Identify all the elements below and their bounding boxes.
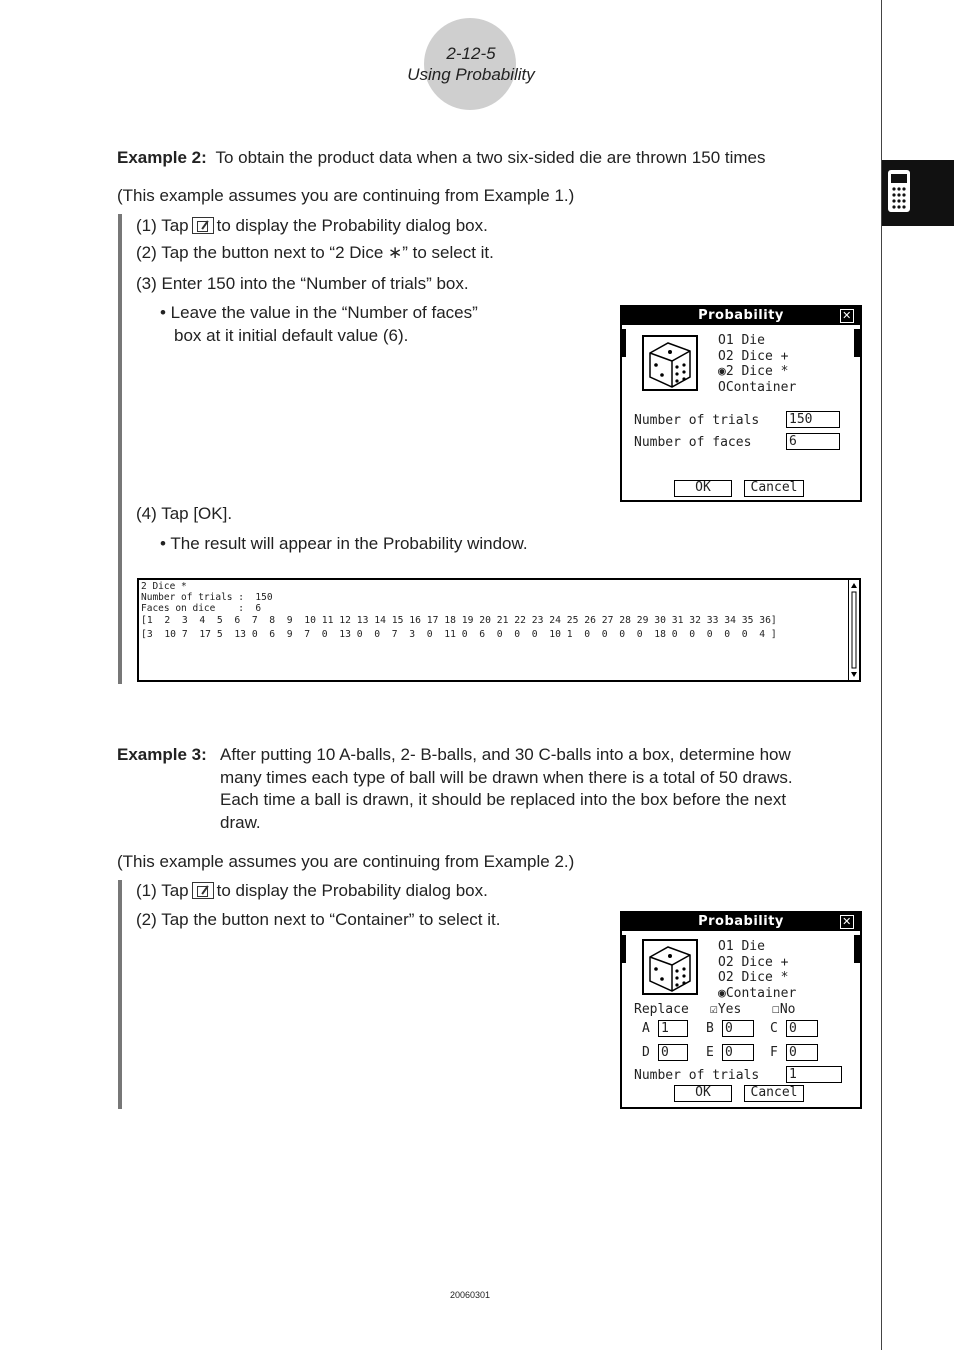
field-a-input[interactable]: 1 [658,1020,688,1037]
field-f-input[interactable]: 0 [786,1044,818,1061]
example2-text: To obtain the product data when a two six-sided die are thrown 150 times [215,148,766,167]
replace-yes-checkbox[interactable]: ☑Yes [710,1002,742,1017]
section-title: Using Probability [407,65,535,84]
field-c-input[interactable]: 0 [786,1020,818,1037]
example2-bullet3-line2: box at it initial default value (6). [174,326,409,345]
field-c-label: C [770,1021,778,1036]
ok-button[interactable]: OK [674,480,732,497]
option-container[interactable]: ◉Container [718,985,797,1001]
example3-line2: many times each type of ball will be drawn when there is a total of 50 draws. [220,768,793,787]
close-icon[interactable]: ✕ [840,915,854,929]
header-circle [424,18,516,110]
example3-line1: After putting 10 A-balls, 2- B-balls, and 30 C-balls into a box, determine how [220,745,791,764]
output-line-3: Faces on dice : 6 [141,603,262,614]
field-d-input[interactable]: 0 [658,1044,688,1061]
close-icon[interactable]: ✕ [840,309,854,323]
trials-label: Number of trials [634,1068,760,1083]
calculator-icon [882,160,954,226]
field-e-label: E [706,1045,714,1060]
example2-heading [117,146,766,169]
probability-dialog-2 [620,911,862,1109]
chapter-tab [882,160,954,226]
dialog2-titlebar [622,913,860,931]
faces-input[interactable]: 6 [786,433,840,450]
side-marker [620,329,626,357]
dialog1-titlebar [622,307,860,325]
example2-step1-b: to display the Probability dialog box. [216,216,488,235]
example2-step-bar [118,214,122,684]
field-a-label: A [642,1021,650,1036]
trials-input[interactable]: 1 [786,1066,842,1083]
example3-line3: Each time a ball is drawn, it should be replaced into the box before the next [220,790,787,809]
example3-step-bar [118,880,122,1109]
option-2-dice-star[interactable]: O2 Dice * [718,970,789,985]
field-b-input[interactable]: 0 [722,1020,754,1037]
option-1-die[interactable]: O1 Die [718,939,765,954]
field-d-label: D [642,1045,650,1060]
dice-icon [642,939,698,995]
example2-step4: (4) Tap [OK]. [136,504,233,523]
option-2-dice-plus[interactable]: O2 Dice + [718,348,789,364]
probability-output-window [137,578,861,682]
trials-input[interactable]: 150 [786,411,840,428]
field-f-label: F [770,1045,778,1060]
example3-step1 [136,879,488,902]
replace-label: Replace [634,1002,689,1017]
output-line-5: [3 10 7 17 5 13 0 6 9 7 0 13 0 0 7 3 0 11 0 6 0 0 0 10 1 0 0 0 0 18 0 0 0 0 0 4 ] [141,629,777,640]
menu-edit-icon [192,882,214,899]
faces-label: Number of faces [634,435,752,450]
output-line-2: Number of trials : 150 [141,592,273,603]
example2-label: Example 2: [117,148,207,167]
example3-line4: draw. [220,813,261,832]
example2-step1-a: (1) Tap [136,216,189,235]
option-2-dice-plus[interactable]: O2 Dice + [718,954,789,970]
option-2-dice-star[interactable]: ◉2 Dice * [718,364,789,379]
example3-step1-b: to display the Probability dialog box. [216,881,488,900]
example2-step2: (2) Tap the button next to “2 Dice ∗” to select it. [136,243,494,262]
output-line-1: 2 Dice * [141,581,187,592]
scroll-marker [854,935,860,963]
scroll-marker [854,329,860,357]
field-e-input[interactable]: 0 [722,1044,754,1061]
ok-button[interactable]: OK [674,1085,732,1102]
example3-assume: (This example assumes you are continuing from Example 2.) [117,852,575,871]
dice-icon [642,335,698,391]
dialog2-title: Probability [698,914,784,929]
dialog1-title: Probability [698,308,784,323]
example3-step1-a: (1) Tap [136,881,189,900]
cancel-button[interactable]: Cancel [744,1085,804,1102]
menu-edit-icon [192,217,214,234]
output-scrollbar[interactable] [848,580,859,680]
replace-no-checkbox[interactable]: ☐No [772,1002,796,1017]
option-1-die[interactable]: O1 Die [718,333,765,348]
footer-code: 20060301 [449,1290,491,1300]
output-line-4: [1 2 3 4 5 6 7 8 9 10 11 12 13 14 15 16 17 18 19 20 21 22 23 24 25 26 27 28 29 30 31 32 33 34 35 36] [141,615,777,626]
example2-assume: (This example assumes you are continuing from Example 1.) [117,186,575,205]
example2-bullet4: • The result will appear in the Probability window. [160,534,528,553]
trials-label: Number of trials [634,413,760,428]
probability-dialog-1 [620,305,862,502]
cancel-button[interactable]: Cancel [744,480,804,497]
side-marker [620,935,626,963]
example2-bullet3-line1: • Leave the value in the “Number of faces” [160,303,478,322]
page-number: 2-12-5 [446,44,496,63]
field-b-label: B [706,1021,714,1036]
example3-step2: (2) Tap the button next to “Container” to select it. [136,910,501,929]
example3-label: Example 3: [117,745,207,764]
example2-step3: (3) Enter 150 into the “Number of trials” box. [136,274,469,293]
option-container[interactable]: OContainer [718,379,797,395]
example2-step1 [136,214,488,237]
